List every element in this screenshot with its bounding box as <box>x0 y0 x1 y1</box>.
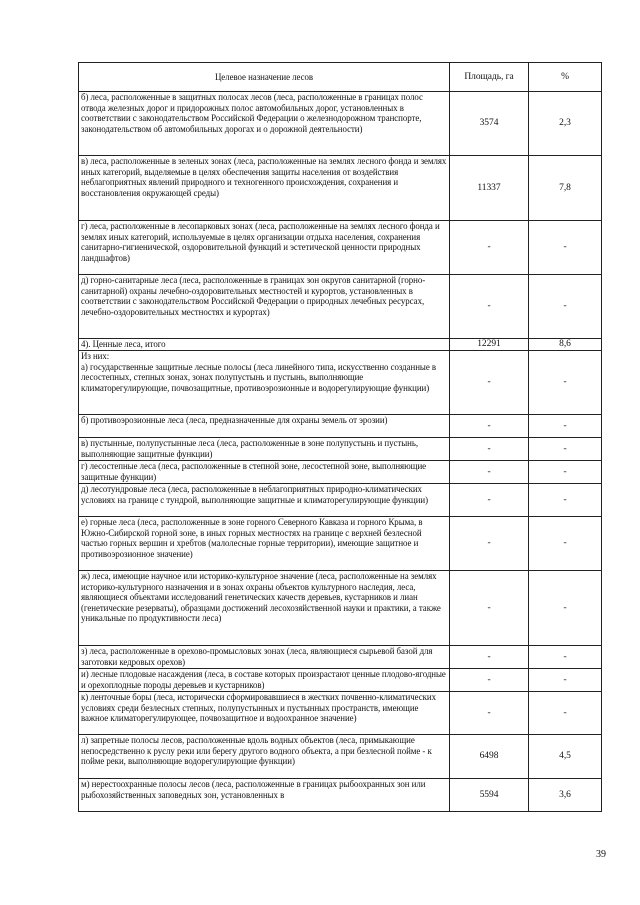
table-row <box>79 646 602 669</box>
forest-purpose-table-sheet <box>78 62 586 812</box>
row-percent-cell: - <box>529 571 602 646</box>
row-area-cell: - <box>450 484 529 517</box>
row-purpose-cell: г) лесостепные леса (леса, расположенные в степной зоне, лесостепной зоне, выполняющие защитные функции) <box>79 461 450 484</box>
row-area-cell: - <box>450 351 529 415</box>
header-area: Площадь, га <box>450 63 529 92</box>
page-number: 39 <box>596 849 606 860</box>
row-percent-cell: 3,6 <box>529 779 602 812</box>
table-row <box>79 221 602 275</box>
header-percent: % <box>529 63 602 92</box>
row-purpose-cell: д) лесотундровые леса (леса, расположенные в неблагоприятных природно-климатических условиях на границе с тундрой, выполняющие защитные и климаторегулирующие функции) <box>79 484 450 517</box>
row-percent-cell: - <box>529 275 602 339</box>
row-area-cell: - <box>450 275 529 339</box>
row-area-cell: 3574 <box>450 92 529 156</box>
row-percent-cell: - <box>529 692 602 735</box>
row-area-cell: - <box>450 415 529 438</box>
row-percent-cell: - <box>529 415 602 438</box>
row-percent-cell: 2,3 <box>529 92 602 156</box>
row-percent-cell: - <box>529 669 602 692</box>
row-area-cell: - <box>450 669 529 692</box>
table-row <box>79 735 602 779</box>
table-row <box>79 461 602 484</box>
row-purpose-cell: б) противоэрозионные леса (леса, предназначенные для охраны земель от эрозии) <box>79 415 450 438</box>
table-row <box>79 339 602 351</box>
row-area-cell: - <box>450 571 529 646</box>
row-area-cell: 11337 <box>450 156 529 221</box>
row-area-cell: 5594 <box>450 779 529 812</box>
row-area-cell: - <box>450 517 529 571</box>
row-purpose-cell: в) леса, расположенные в зеленых зонах (леса, расположенные на землях лесного фонда и землях иных категорий, выделяемые в целях обеспечения защиты населения от воздействия неблагоприятных явлений природного и техногенного происхождения, сохранения и восстановления окружающей среды) <box>79 156 450 221</box>
row-percent-cell: - <box>529 646 602 669</box>
table-row <box>79 692 602 735</box>
row-area-cell: - <box>450 461 529 484</box>
row-percent-cell: 7,8 <box>529 156 602 221</box>
row-percent-cell: - <box>529 484 602 517</box>
row-percent-cell: - <box>529 438 602 461</box>
table-header-row <box>79 63 602 92</box>
row-purpose-cell: з) леса, расположенные в орехово-промысловых зонах (леса, являющиеся сырьевой базой для заготовки кедровых орехов) <box>79 646 450 669</box>
table-row <box>79 92 602 156</box>
row-purpose-cell: к) ленточные боры (леса, исторически сформировавшиеся в жестких почвенно-климатических условиях среди безлесных степных, полупустынных и пустынных пространств, имеющие важное климаторегулирующее, почвозащитное и водоохранное значение) <box>79 692 450 735</box>
row-purpose-cell: г) леса, расположенные в лесопарковых зонах (леса, расположенные на землях лесного фонда и землях иных категорий, используемые в целях организации отдыха населения, сохранения санитарно-гигиенической, оздоровительной функций и эстетической ценности природных ландшафтов) <box>79 221 450 275</box>
table-row <box>79 438 602 461</box>
row-area-cell: 12291 <box>450 339 529 351</box>
table-row <box>79 415 602 438</box>
table-row <box>79 669 602 692</box>
header-purpose: Целевое назначение лесов <box>79 63 450 92</box>
row-purpose-cell: д) горно-санитарные леса (леса, расположенные в границах зон округов санитарной (горно-санитарной) охраны лечебно-оздоровительных местностей и курортов, установленных в соответствии с законодательством Российской Федерации о природных лечебных ресурсах, лечебно-оздоровительных местностях и курортах) <box>79 275 450 339</box>
row-area-cell: - <box>450 221 529 275</box>
row-percent-cell: 4,5 <box>529 735 602 779</box>
table-row <box>79 156 602 221</box>
row-percent-cell: 8,6 <box>529 339 602 351</box>
table-row <box>79 517 602 571</box>
row-purpose-cell: е) горные леса (леса, расположенные в зоне горного Северного Кавказа и горного Крыма, в Южно-Сибирской горной зоне, в иных горных местностях на границе с верхней безлесной частью горных вершин и хребтов (малолесные горные территории), имеющие защитное и противоэрозионное значение) <box>79 517 450 571</box>
row-purpose-cell: Из них: а) государственные защитные лесные полосы (леса линейного типа, искусственно созданные в лесостепных, степных зонах, зонах полупустынь и пустынь, выполняющие климаторегулирующие, почвозащитные, противоэрозионные и водорегулирующие функции) <box>79 351 450 415</box>
row-area-cell: - <box>450 646 529 669</box>
row-area-cell: - <box>450 692 529 735</box>
table-row <box>79 275 602 339</box>
row-area-cell: 6498 <box>450 735 529 779</box>
row-purpose-cell: м) нерестоохранные полосы лесов (леса, расположенные в границах рыбоохранных зон или рыбохозяйственных заповедных зон, установленных в <box>79 779 450 812</box>
row-purpose-cell: и) лесные плодовые насаждения (леса, в составе которых произрастают ценные плодово-ягодные и орехоплодные породы деревьев и кустарников) <box>79 669 450 692</box>
row-percent-cell: - <box>529 221 602 275</box>
table-row <box>79 571 602 646</box>
row-purpose-cell: л) запретные полосы лесов, расположенные вдоль водных объектов (леса, примыкающие непосредственно к руслу реки или берегу другого водного объекта, а при безлесной пойме - к пойме реки, выполняющие водорегулирующие функции) <box>79 735 450 779</box>
table-body <box>79 63 602 812</box>
table-row <box>79 484 602 517</box>
table-row <box>79 779 602 812</box>
row-purpose-cell: б) леса, расположенные в защитных полосах лесов (леса, расположенные в границах полос отвода железных дорог и придорожных полос автомобильных дорог, установленных в соответствии с законодательством Российской Федерации о железнодорожном транспорте, законодательством об автомобильных дорогах и о дорожной деятельности) <box>79 92 450 156</box>
table-row <box>79 351 602 415</box>
row-purpose-cell: 4). Ценные леса, итого <box>79 339 450 351</box>
row-percent-cell: - <box>529 461 602 484</box>
forest-purpose-table <box>78 62 602 812</box>
row-percent-cell: - <box>529 351 602 415</box>
row-percent-cell: - <box>529 517 602 571</box>
row-purpose-cell: ж) леса, имеющие научное или историко-культурное значение (леса, расположенные на землях историко-культурного назначения и в зонах охраны объектов культурного наследия, леса, являющиеся объектами исследований генетических качеств деревьев, кустарников и лиан (генетические резерваты), образцами достижений лесохозяйственной науки и практики, а также уникальные по продуктивности леса) <box>79 571 450 646</box>
row-purpose-cell: в) пустынные, полупустынные леса (леса, расположенные в зоне полупустынь и пустынь, выполняющие защитные функции) <box>79 438 450 461</box>
row-area-cell: - <box>450 438 529 461</box>
